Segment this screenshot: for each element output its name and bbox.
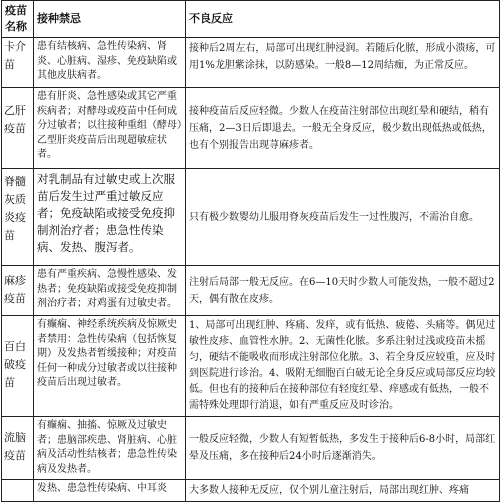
contraindications-cell: 患有肝炎、急性感染或其它严重疾病者；对酵母或疫苗中任何成分过敏者；以往接种重组（酵母）乙型肝炎疫苗后出现超敏症状者。 [34,88,186,169]
vaccine-name-cell: 脊髓灰质炎疫苗 [2,169,34,266]
reactions-cell: 接种后2周左右，局部可出现红肿浸润。若随后化脓，形成小溃疡，可用1%龙胆紫涂抹，以防感染。一般8—12周结痂，为正常反应。 [186,38,500,88]
vaccine-name-cell [2,480,34,502]
table-row [2,417,500,480]
vaccine-name-cell: 乙肝疫苗 [2,88,34,169]
reactions-cell: 大多数人接种无反应，仅个别儿童注射后，局部出现红肿、疼痛 [186,480,500,502]
vaccine-name-cell: 卡介苗 [2,38,34,88]
reactions-cell: 只有极少数婴幼儿服用脊灰疫苗后发生一过性腹泻，不需治自愈。 [186,169,500,266]
contraindications-cell: 发热、患急性传染病、中耳炎 [34,480,186,502]
vaccine-name-cell: 麻疹疫苗 [2,266,34,316]
header-reactions: 不良反应 [186,1,500,38]
table-row [2,480,500,502]
contraindications-cell: 有癫痫、神经系统疾病及惊厥史者禁用：急性传染病（包括恢复期）及发热者暂缓接种；对疫苗任何一种成分过敏者或以往接种疫苗后出现过敏者。 [34,316,186,417]
table-row [2,88,500,169]
table-row [2,316,500,417]
vaccine-name-cell: 百白破疫苗 [2,316,34,417]
header-row [2,1,500,38]
header-vaccine-name: 疫苗名称 [2,1,34,38]
reactions-cell: 一般反应轻微，少数人有短暂低热，多发生于接种后6-8小时，局部红晕及压痛，多在接种后24小时后逐渐消失。 [186,417,500,480]
reactions-cell: 注射后局部一般无反应。在6—10天时少数人可能发热，一般不超过2天，偶有散在皮疹。 [186,266,500,316]
header-contraindications: 接种禁忌 [34,1,186,38]
reactions-cell: 1、局部可出现红肿、疼痛、发痒，或有低热、疲倦、头痛等。偶见过敏性皮疹、血管性水肿。2、无菌性化脓。多系注射过浅或疫苗未摇匀，硬结不能吸收而形成注射部位化脓。3、若全身反应较重，应及时到医院进行诊治。4、吸附无细胞百白破无论全身反应或局部反应均较低。但也有的接种后在接种部位有轻度红晕、痒感或有低热，一般不需特殊处理即行消退，如有严重反应及时诊治。 [186,316,500,417]
contraindications-cell: 对乳制品有过敏史或上次服苗后发生过严重过敏反应者；免疫缺陷或接受免疫抑制剂治疗者；患急性传染病、发热、腹泻者。 [34,169,186,266]
table-row [2,38,500,88]
contraindications-cell: 有癫痫、抽搐、惊厥及过敏史者；患脑部疾患、肾脏病、心脏病及活动性结核者；患急性传染病及发热者。 [34,417,186,480]
contraindications-cell: 患有结核病、急性传染病、肾炎、心脏病、湿疹、免疫缺陷或其他皮肤病者。 [34,38,186,88]
table-row [2,169,500,266]
table-row [2,266,500,316]
reactions-cell: 接种疫苗后反应轻微。少数人在疫苗注射部位出现红晕和硬结，稍有压痛，2—3日后即退去。一般无全身反应，极少数出现低热或低热，也有个别报告出现荨麻疹者。 [186,88,500,169]
vaccine-table [1,0,500,502]
contraindications-cell: 患有严重疾病、急慢性感染、发热者；免疫缺陷或接受免疫抑制剂治疗者；对鸡蛋有过敏史者。 [34,266,186,316]
vaccine-name-cell: 流脑疫苗 [2,417,34,480]
